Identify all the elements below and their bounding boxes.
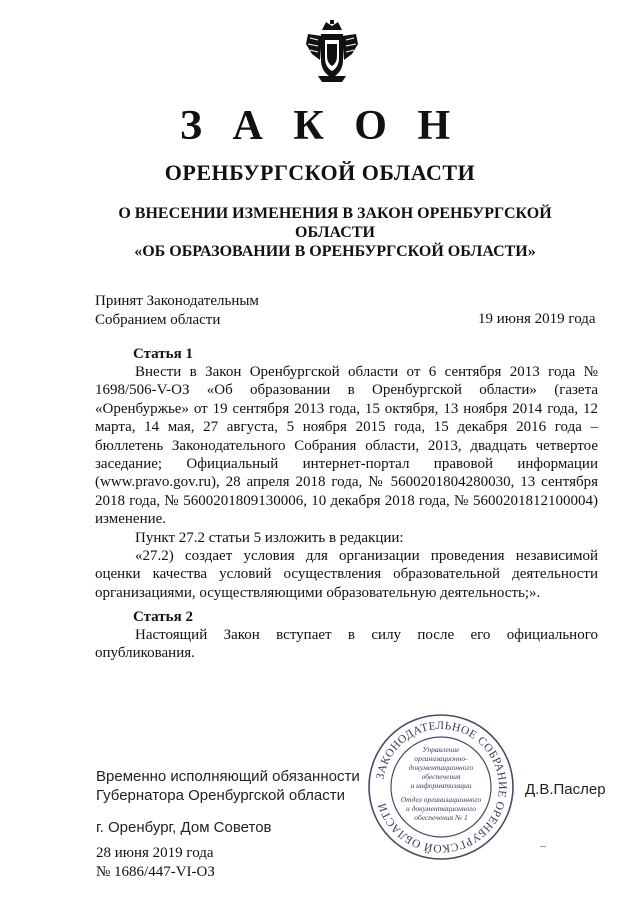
divider bbox=[540, 846, 546, 847]
signatory-position bbox=[96, 767, 360, 805]
official-stamp bbox=[366, 712, 516, 862]
article-2-paragraph-1: Настоящий Закон вступает в силу после его официального опубликования. bbox=[95, 627, 598, 662]
law-number: № 1686/447-VI-ОЗ bbox=[96, 864, 215, 880]
article-2-heading: Статья 2 bbox=[133, 609, 193, 625]
coat-of-arms-emblem bbox=[304, 20, 360, 82]
article-1-paragraph-3: «27.2) создает условия для организации проведения независимой оценки качества условий осуществления образовательной деятельности организациями, осуществляющими образовательную деятельность;». bbox=[95, 548, 598, 601]
law-date: 28 июня 2019 года bbox=[96, 845, 214, 861]
subtitle-line-2: «ОБ ОБРАЗОВАНИИ В ОРЕНБУРГСКОЙ ОБЛАСТИ» bbox=[134, 243, 536, 260]
stamp-inner-line-6: Отдел организационного bbox=[400, 795, 482, 804]
stamp-inner-line-1: Управление bbox=[422, 745, 460, 754]
article-1-paragraph-1: Внести в Закон Оренбургской области от 6 сентября 2013 года № 1698/506-V-ОЗ «Об образовании в Оренбургской области» (газета «Оренбуржье» от 19 сентября 2013 года, 15 октября, 13 ноября 2014 года, 12 марта, 14 мая, 27 августа, 5 ноября 2015 года, 15 декабря 2016 года – бюллетень Законодательного Собрания области, 2013, двадцать четвертое заседание; Официальный интернет-портал правовой информации (www.pravo.gov.ru), 28 апреля 2018 года, № 5600201804280030, 13 сентября 2018 года, № 5600201809130006, 10 декабря 2018 года, № 5600201812100004) изменение. bbox=[95, 364, 598, 528]
adoption-line-1: Принят Законодательным bbox=[95, 293, 259, 309]
adoption-block bbox=[95, 292, 259, 330]
signatory-position-line-1: Временно исполняющий обязанности bbox=[96, 768, 360, 785]
law-title: З А К О Н bbox=[179, 103, 461, 149]
signing-place: г. Оренбург, Дом Советов bbox=[96, 819, 272, 836]
stamp-ring-text: ЗАКОНОДАТЕЛЬНОЕ СОБРАНИЕ ОРЕНБУРГСКОЙ ОБЛАСТИ bbox=[374, 719, 509, 855]
article-2-body bbox=[95, 626, 598, 663]
law-date-number bbox=[96, 844, 215, 882]
signatory-name: Д.В.Паслер bbox=[525, 781, 606, 798]
article-1-body bbox=[95, 363, 598, 602]
stamp-inner-line-8: обеспечения № 1 bbox=[414, 813, 468, 822]
subtitle-line-1: О ВНЕСЕНИИ ИЗМЕНЕНИЯ В ЗАКОН ОРЕНБУРГСКОЙ ОБЛАСТИ bbox=[118, 205, 552, 241]
stamp-inner-line-2: организационно- bbox=[414, 754, 468, 763]
region-title: ОРЕНБУРГСКОЙ ОБЛАСТИ bbox=[164, 160, 476, 185]
law-subtitle bbox=[80, 204, 590, 261]
stamp-inner-line-4: обеспечения bbox=[421, 772, 461, 781]
stamp-inner-line-7: и документационного bbox=[405, 804, 477, 813]
adoption-date: 19 июня 2019 года bbox=[478, 311, 596, 327]
adoption-line-2: Собранием области bbox=[95, 312, 221, 328]
signatory-position-line-2: Губернатора Оренбургской области bbox=[96, 787, 346, 804]
stamp-inner-line-5: и информатизации bbox=[410, 781, 472, 790]
article-1-paragraph-2: Пункт 27.2 статьи 5 изложить в редакции: bbox=[135, 529, 404, 546]
stamp-inner-line-3: документационного bbox=[408, 763, 474, 772]
article-1-heading: Статья 1 bbox=[133, 346, 193, 362]
